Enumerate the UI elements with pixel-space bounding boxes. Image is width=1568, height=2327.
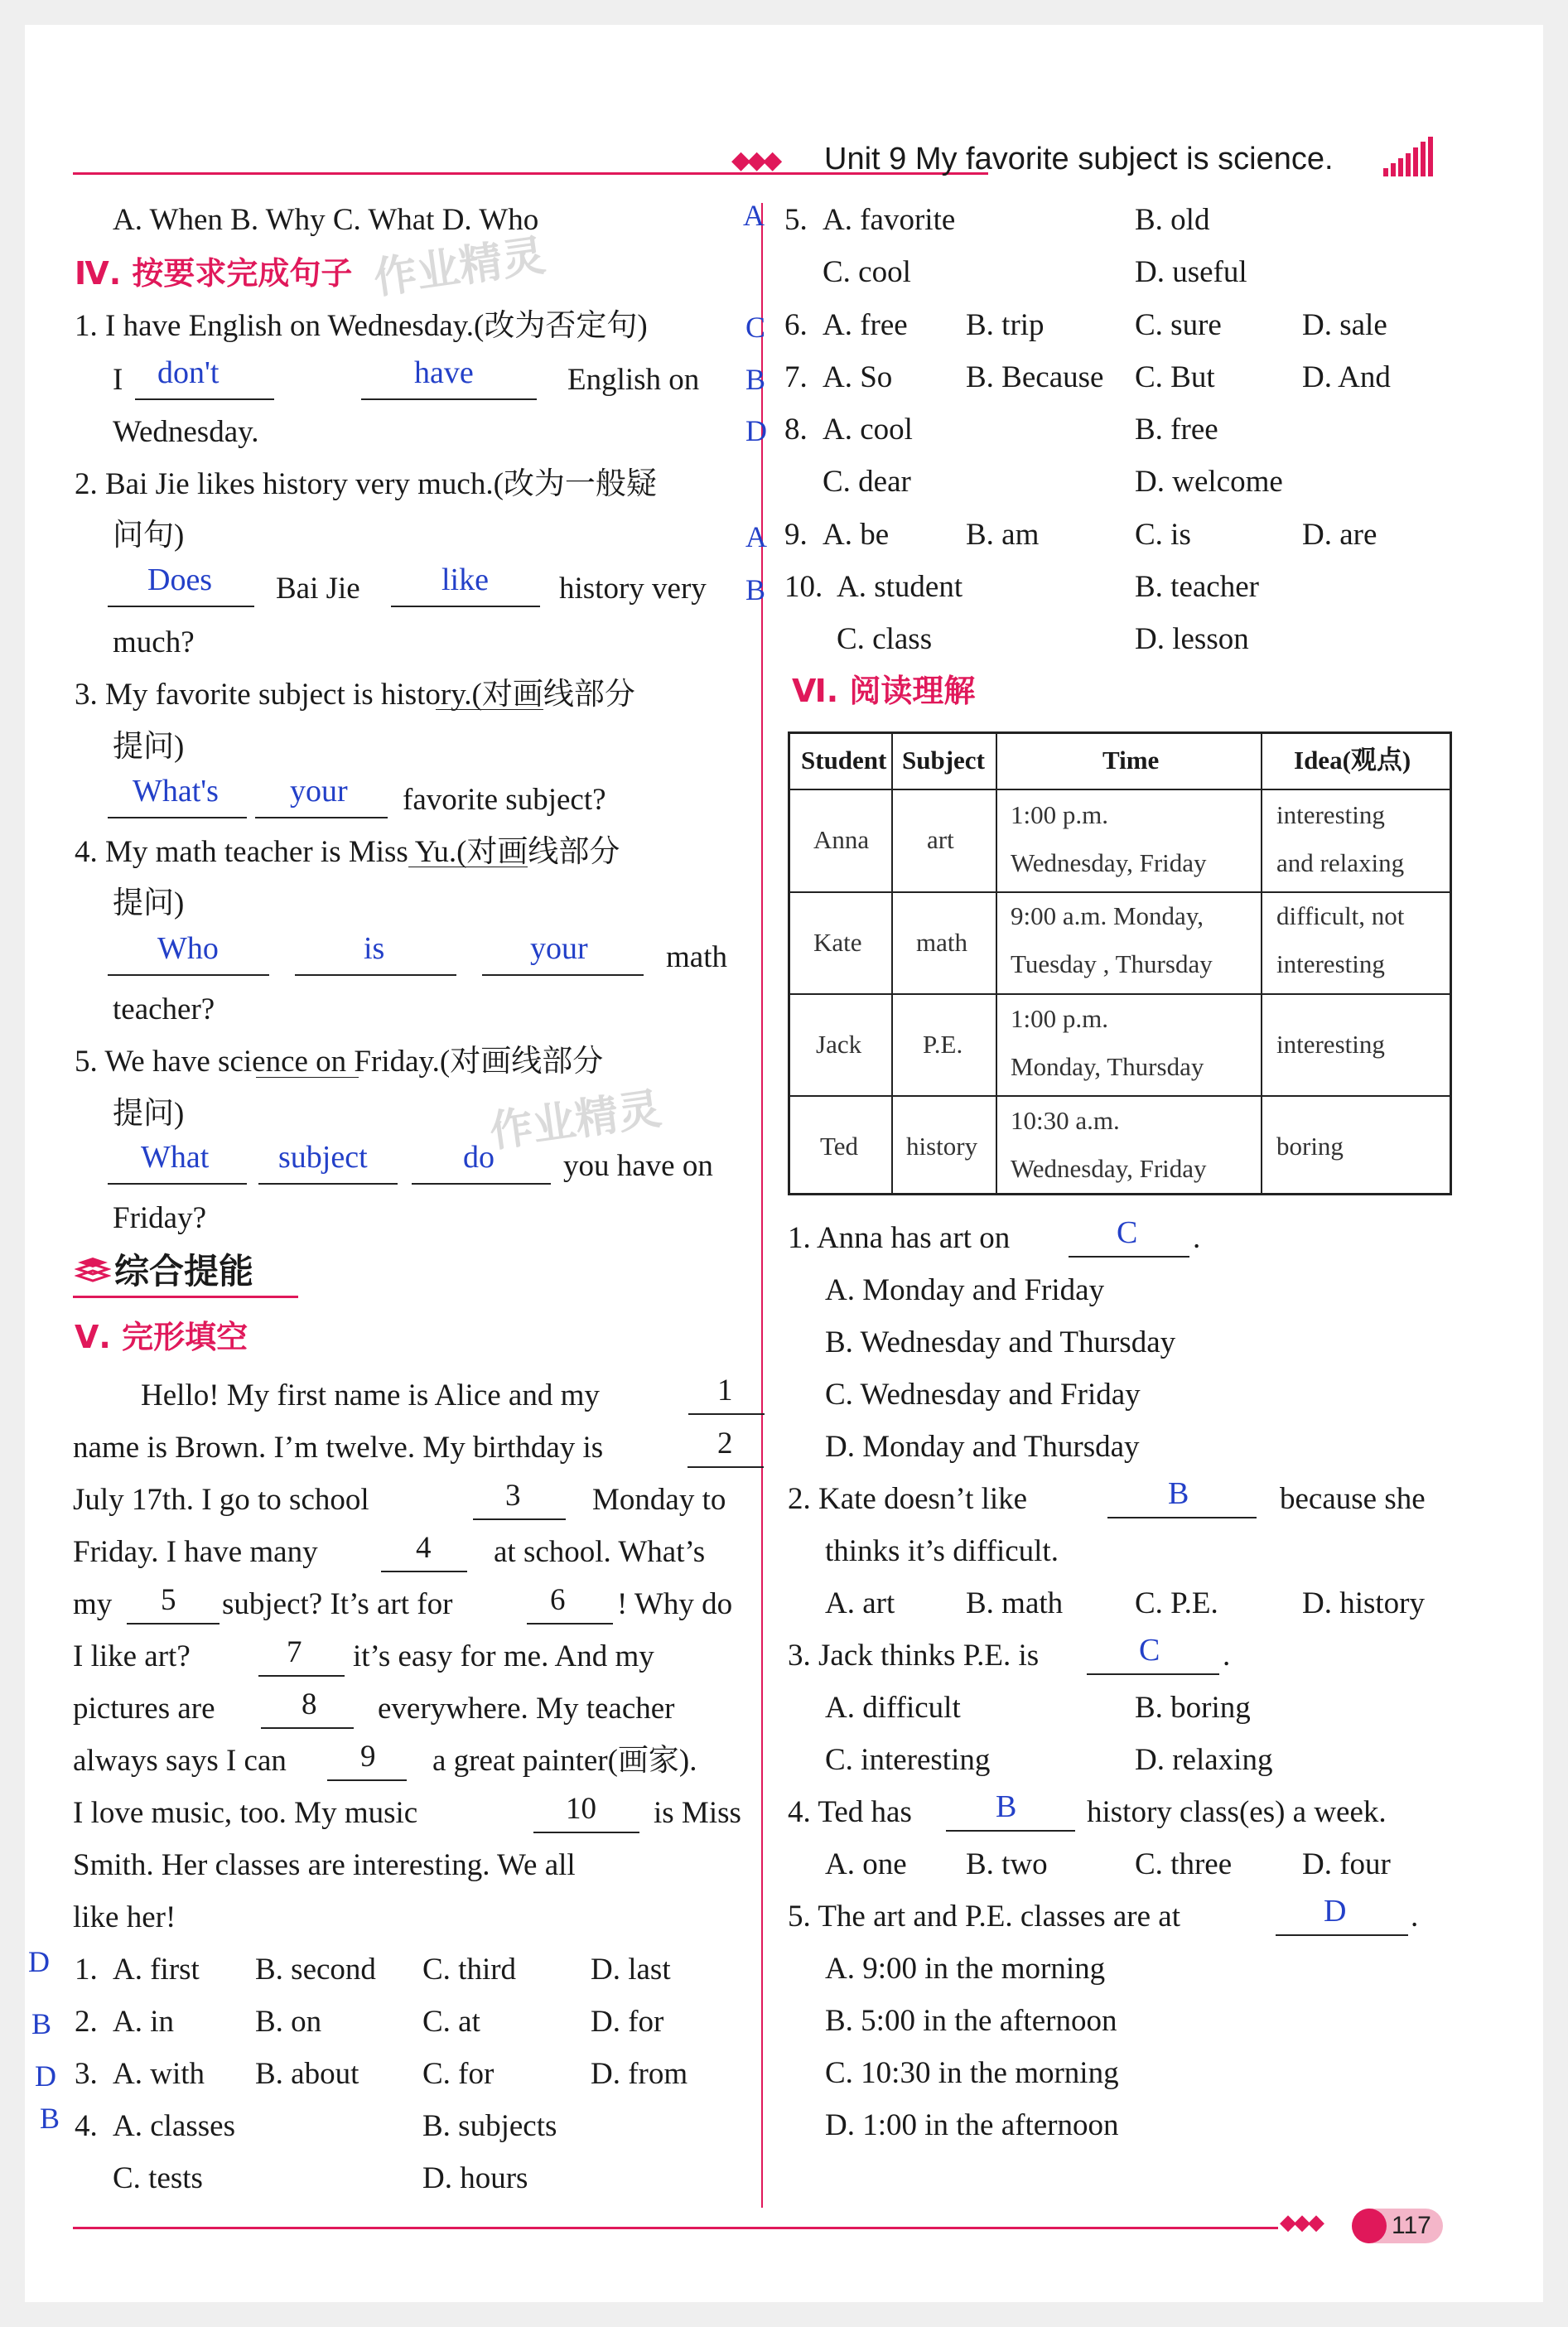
table-cell: interesting xyxy=(1276,1030,1385,1059)
q5-line3: you have on xyxy=(563,1149,713,1183)
table-header: Student xyxy=(801,746,887,775)
table-vline xyxy=(891,734,893,1193)
table-cell: 10:30 a.m. xyxy=(1011,1106,1120,1135)
reading-option: C. Wednesday and Friday xyxy=(825,1378,1141,1412)
q3-line3: favorite subject? xyxy=(403,783,606,817)
table-cell: Wednesday, Friday xyxy=(1011,848,1207,877)
passage-line: always says I can xyxy=(73,1744,287,1778)
table-cell: P.E. xyxy=(923,1030,963,1059)
answer-mark: A xyxy=(743,199,765,232)
choice-num: 10. xyxy=(784,570,823,604)
passage-line: name is Brown. I’m twelve. My birthday is xyxy=(73,1431,604,1465)
table-cell: Ted xyxy=(820,1132,859,1161)
answer: your xyxy=(530,931,588,966)
choice-option: B. subjects xyxy=(422,2109,557,2143)
reading-option: D. history xyxy=(1302,1586,1425,1620)
table-cell: art xyxy=(927,825,954,854)
table-cell: Anna xyxy=(813,825,870,854)
choice-num: 5. xyxy=(784,203,808,237)
reading-question: 2. Kate doesn’t like xyxy=(788,1482,1028,1516)
q2-line4: much? xyxy=(113,625,195,659)
answer: C xyxy=(1139,1633,1160,1668)
table-header: Time xyxy=(1102,746,1160,775)
choice-option: B. trip xyxy=(966,308,1045,342)
table-cell: Wednesday, Friday xyxy=(1011,1154,1207,1183)
answer: Who xyxy=(157,931,219,966)
passage-line: everywhere. My teacher xyxy=(378,1692,675,1726)
blank-line xyxy=(381,1571,467,1572)
footer-divider xyxy=(73,2227,1278,2229)
reading-question: 3. Jack thinks P.E. is xyxy=(788,1639,1040,1673)
answer: is xyxy=(364,931,385,966)
blank-line xyxy=(688,1413,765,1415)
header-diamonds-icon: ◆◆◆ xyxy=(731,146,779,175)
reading-question-tail: . xyxy=(1411,1900,1419,1934)
blank-line xyxy=(258,1183,398,1185)
blank-line xyxy=(108,974,269,976)
choice-option: C. tests xyxy=(113,2161,203,2195)
column-divider xyxy=(761,203,763,2208)
zonghe-underline xyxy=(73,1296,298,1298)
reading-option: C. P.E. xyxy=(1135,1586,1218,1620)
q2-line2: 问句) xyxy=(113,519,185,553)
choice-option: A. student xyxy=(837,570,963,604)
reading-option: A. 9:00 in the morning xyxy=(825,1952,1106,1986)
reading-option: A. Monday and Friday xyxy=(825,1273,1105,1307)
top-options: A. When B. Why C. What D. Who xyxy=(113,203,539,237)
reading-option: A. difficult xyxy=(825,1691,961,1725)
choice-num: 6. xyxy=(784,308,808,342)
answer-mark: C xyxy=(745,311,766,344)
answer-mark: D xyxy=(28,1945,50,1978)
blank-line xyxy=(688,1466,764,1468)
workbook-page xyxy=(25,25,1543,2302)
choice-option: A. be xyxy=(823,518,890,552)
choice-option: D. lesson xyxy=(1135,622,1249,656)
table-hline xyxy=(790,1095,1450,1097)
q2-line3a: Bai Jie xyxy=(276,572,360,606)
blank-number: 6 xyxy=(550,1583,566,1617)
blank-line xyxy=(135,398,274,400)
book-icon xyxy=(75,1254,111,1291)
choice-option: A. in xyxy=(113,2005,174,2039)
choice-option: C. cool xyxy=(823,255,911,289)
passage-line: at school. What’s xyxy=(494,1535,706,1569)
blank-number: 2 xyxy=(717,1427,733,1460)
choice-option: B. second xyxy=(255,1953,376,1987)
blank-line xyxy=(108,606,254,607)
q4-line4: teacher? xyxy=(113,992,215,1026)
watermark: 作业精灵 xyxy=(486,1084,664,1158)
answer-mark: D xyxy=(745,414,767,447)
answer: don't xyxy=(157,355,220,390)
schedule-table xyxy=(788,731,1452,1195)
blank-line xyxy=(108,1183,247,1185)
choice-option: C. class xyxy=(837,622,933,656)
passage-line: Friday. I have many xyxy=(73,1535,318,1569)
table-cell: difficult, not xyxy=(1276,901,1405,930)
q3-line2: 提问) xyxy=(113,730,185,764)
choice-option: A. free xyxy=(823,308,908,342)
choice-option: A. first xyxy=(113,1953,200,1987)
section6-heading: Ⅵ. 阅读理解 xyxy=(792,673,976,709)
choice-option: D. welcome xyxy=(1135,465,1283,499)
q5-text: 5. We have science on Friday.(对画线部分 xyxy=(75,1045,604,1079)
reading-question: 1. Anna has art on xyxy=(788,1221,1011,1255)
blank-line xyxy=(1276,1934,1408,1936)
passage-line: subject? It’s art for xyxy=(222,1587,453,1621)
table-cell: boring xyxy=(1276,1132,1344,1161)
passage-line: Hello! My first name is Alice and my xyxy=(141,1378,600,1412)
choice-num: 2. xyxy=(75,2005,98,2039)
q3-text: 3. My favorite subject is history.(对画线部分 xyxy=(75,678,635,712)
choice-option: A. So xyxy=(823,360,893,394)
passage-line: it’s easy for me. And my xyxy=(353,1639,654,1673)
answer-mark: B xyxy=(31,2007,52,2040)
table-cell: 1:00 p.m. xyxy=(1011,800,1108,829)
passage-line: is Miss xyxy=(654,1796,741,1830)
reading-question-tail: . xyxy=(1223,1639,1231,1673)
answer: What's xyxy=(133,774,219,809)
zonghe-heading: 综合提能 xyxy=(114,1251,254,1291)
reading-option: C. 10:30 in the morning xyxy=(825,2056,1119,2090)
choice-option: A. cool xyxy=(823,413,913,447)
choice-option: D. from xyxy=(591,2057,688,2091)
underline-mark xyxy=(256,1077,359,1078)
reading-question-tail: because she xyxy=(1280,1482,1426,1516)
choice-option: D. are xyxy=(1302,518,1377,552)
table-header: Idea(观点) xyxy=(1294,746,1411,775)
table-cell: history xyxy=(906,1132,978,1161)
passage-line: Monday to xyxy=(592,1483,726,1517)
reading-option: B. boring xyxy=(1135,1691,1251,1725)
q4-line2: 提问) xyxy=(113,886,185,920)
reading-option: A. art xyxy=(825,1586,895,1620)
table-vline xyxy=(996,734,997,1193)
reading-option: B. 5:00 in the afternoon xyxy=(825,2004,1117,2038)
reading-option: D. four xyxy=(1302,1847,1391,1881)
blank-line xyxy=(533,1832,639,1833)
choice-option: D. useful xyxy=(1135,255,1247,289)
blank-line xyxy=(391,606,540,607)
reading-question: 5. The art and P.E. classes are at xyxy=(788,1900,1180,1934)
answer: B xyxy=(1168,1476,1189,1511)
answer-mark: B xyxy=(40,2102,60,2135)
passage-line: I love music, too. My music xyxy=(73,1796,418,1830)
table-hline xyxy=(790,789,1450,790)
blank-number: 4 xyxy=(416,1531,432,1565)
choice-option: D. sale xyxy=(1302,308,1387,342)
choice-option: C. for xyxy=(422,2057,495,2091)
choice-option: B. am xyxy=(966,518,1040,552)
choice-option: C. dear xyxy=(823,465,911,499)
table-vline xyxy=(1261,734,1262,1193)
blank-number: 8 xyxy=(302,1687,317,1721)
blank-number: 5 xyxy=(161,1583,176,1617)
choice-num: 1. xyxy=(75,1953,98,1987)
passage-line: ! Why do xyxy=(617,1587,733,1621)
choice-option: C. is xyxy=(1135,518,1191,552)
q4-line3: math xyxy=(666,940,727,974)
choice-option: B. teacher xyxy=(1135,570,1259,604)
q5-line4: Friday? xyxy=(113,1201,207,1235)
blank-number: 10 xyxy=(566,1792,596,1826)
choice-option: A. with xyxy=(113,2057,205,2091)
blank-number: 7 xyxy=(287,1635,302,1669)
section4-heading: Ⅳ. 按要求完成句子 xyxy=(75,255,353,292)
choice-num: 4. xyxy=(75,2109,98,2143)
choice-option: B. on xyxy=(255,2005,322,2039)
blank-line xyxy=(327,1779,407,1781)
choice-option: D. last xyxy=(591,1953,671,1987)
answer-mark: B xyxy=(745,363,766,396)
table-cell: Jack xyxy=(816,1030,862,1059)
choice-num: 3. xyxy=(75,2057,98,2091)
passage-line: I like art? xyxy=(73,1639,191,1673)
blank-number: 1 xyxy=(717,1374,733,1407)
blank-line xyxy=(473,1518,566,1520)
watermark: 作业精灵 xyxy=(370,230,548,305)
blank-line xyxy=(527,1623,613,1625)
reading-question-line2: thinks it’s difficult. xyxy=(825,1534,1059,1568)
underline-mark xyxy=(436,709,543,710)
blank-line xyxy=(108,817,247,818)
reading-option: B. Wednesday and Thursday xyxy=(825,1325,1176,1359)
table-cell: 9:00 a.m. Monday, xyxy=(1011,901,1204,930)
blank-line xyxy=(1087,1673,1219,1675)
table-cell: Tuesday , Thursday xyxy=(1011,949,1213,978)
passage-line: my xyxy=(73,1587,113,1621)
answer-mark: D xyxy=(35,2059,56,2093)
answer: Does xyxy=(147,562,213,597)
blank-line xyxy=(361,398,537,400)
header-title: Unit 9 My favorite subject is science. xyxy=(824,142,1334,176)
reading-option: B. math xyxy=(966,1586,1064,1620)
reading-option: D. 1:00 in the afternoon xyxy=(825,2108,1119,2142)
reading-option: B. two xyxy=(966,1847,1048,1881)
footer-diamonds-icon: ◆◆◆ xyxy=(1280,2210,1322,2235)
reading-option: D. Monday and Thursday xyxy=(825,1430,1140,1464)
q1-line3: Wednesday. xyxy=(113,415,259,449)
table-cell: math xyxy=(916,928,967,957)
answer: your xyxy=(290,774,348,809)
table-hline xyxy=(790,891,1450,893)
table-hline xyxy=(790,993,1450,995)
blank-line xyxy=(261,1727,354,1729)
choice-option: D. hours xyxy=(422,2161,528,2195)
table-cell: and relaxing xyxy=(1276,848,1405,877)
table-cell: Monday, Thursday xyxy=(1011,1052,1204,1081)
choice-num: 9. xyxy=(784,518,808,552)
choice-num: 7. xyxy=(784,360,808,394)
passage-line: like her! xyxy=(73,1900,176,1934)
choice-option: B. free xyxy=(1135,413,1218,447)
choice-option: A. favorite xyxy=(823,203,956,237)
page-number-badge xyxy=(1352,2209,1443,2243)
choice-option: D. And xyxy=(1302,360,1391,394)
reading-option: A. one xyxy=(825,1847,907,1881)
choice-num: 8. xyxy=(784,413,808,447)
choice-option: A. classes xyxy=(113,2109,235,2143)
blank-line xyxy=(295,974,456,976)
choice-option: B. Because xyxy=(966,360,1104,394)
table-cell: interesting xyxy=(1276,800,1385,829)
q1-text: 1. I have English on Wednesday.(改为否定句) xyxy=(75,309,648,343)
answer: What xyxy=(141,1140,210,1175)
page-number-dot xyxy=(1352,2209,1387,2243)
choice-option: B. old xyxy=(1135,203,1210,237)
answer: subject xyxy=(278,1140,368,1175)
table-cell: interesting xyxy=(1276,949,1385,978)
reading-option: D. relaxing xyxy=(1135,1743,1273,1777)
blank-line xyxy=(1107,1517,1257,1518)
table-cell: 1:00 p.m. xyxy=(1011,1004,1108,1033)
table-header: Subject xyxy=(902,746,985,775)
answer: C xyxy=(1117,1215,1138,1250)
choice-option: D. for xyxy=(591,2005,664,2039)
passage-line: July 17th. I go to school xyxy=(73,1483,369,1517)
q1-line2b: English on xyxy=(567,363,700,397)
answer-mark: B xyxy=(745,573,766,606)
signal-bars-icon xyxy=(1383,137,1433,178)
q2-text: 2. Bai Jie likes history very much.(改为一般疑 xyxy=(75,467,657,501)
choice-option: C. at xyxy=(422,2005,480,2039)
blank-line xyxy=(412,1183,551,1185)
section5-heading: Ⅴ. 完形填空 xyxy=(75,1319,248,1355)
answer: like xyxy=(441,562,489,597)
q4-text: 4. My math teacher is Miss Yu.(对画线部分 xyxy=(75,835,620,869)
blank-line xyxy=(255,817,388,818)
answer: B xyxy=(996,1789,1017,1824)
choice-option: C. But xyxy=(1135,360,1215,394)
page-number: 117 xyxy=(1392,2212,1431,2239)
reading-question: 4. Ted has xyxy=(788,1795,912,1829)
q5-line2: 提问) xyxy=(113,1097,185,1131)
table-cell: Kate xyxy=(813,928,862,957)
choice-option: C. sure xyxy=(1135,308,1222,342)
passage-line: a great painter(画家). xyxy=(432,1744,697,1778)
q2-line3b: history very xyxy=(559,572,707,606)
blank-line xyxy=(258,1675,345,1677)
blank-line xyxy=(127,1623,220,1625)
blank-number: 3 xyxy=(505,1479,521,1513)
answer: do xyxy=(463,1140,495,1175)
choice-option: B. about xyxy=(255,2057,359,2091)
answer: D xyxy=(1324,1894,1347,1929)
blank-number: 9 xyxy=(360,1740,376,1774)
reading-option: C. interesting xyxy=(825,1743,991,1777)
passage-line: Smith. Her classes are interesting. We all xyxy=(73,1848,576,1882)
q1-line2a: I xyxy=(113,363,123,397)
passage-line: pictures are xyxy=(73,1692,215,1726)
blank-line xyxy=(946,1830,1075,1832)
blank-line xyxy=(482,974,644,976)
answer: have xyxy=(414,355,474,390)
reading-question-tail: . xyxy=(1193,1221,1201,1255)
choice-option: C. third xyxy=(422,1953,517,1987)
answer-mark: A xyxy=(745,520,767,553)
reading-question-tail: history class(es) a week. xyxy=(1087,1795,1387,1829)
reading-option: C. three xyxy=(1135,1847,1233,1881)
blank-line xyxy=(1069,1256,1189,1258)
